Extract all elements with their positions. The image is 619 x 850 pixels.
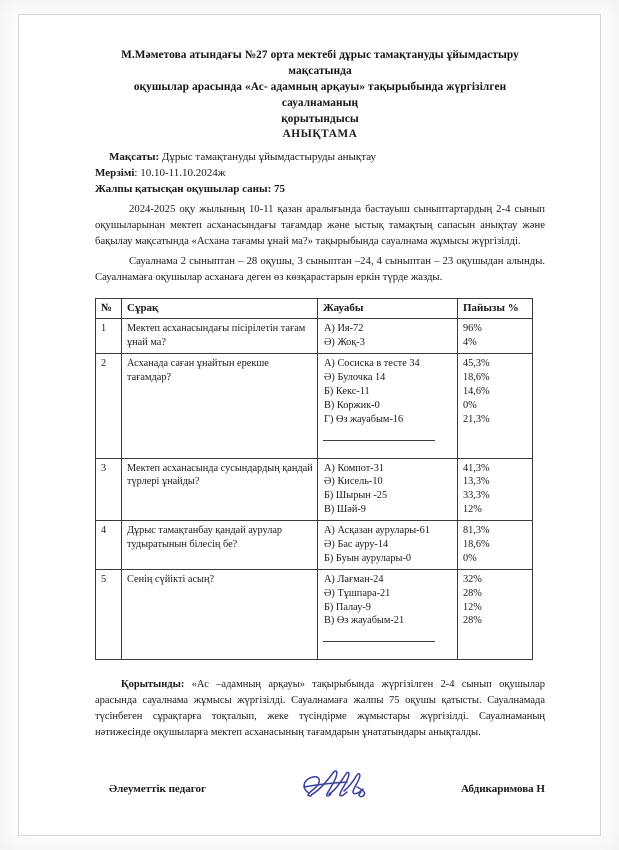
answer-option: А) Ия-72 [324,323,364,335]
document-content [95,47,545,815]
header-number: № [96,299,122,319]
answer-option: Ә) Кисель-10 [324,476,383,488]
percent-value: 18,6% [463,538,490,550]
cell-answers [318,354,458,458]
table-row [96,354,533,458]
conclusion-text: «Ас –адамның арқауы» тақырыбында жүргізілген 2-4 сынып оқушылар арасында сауалнама жұмысы жүргізілді. Сауалнамаға жалпы 75 оқушы қатысты. Сауалнамада түсінбеген сұрақтарға тоқталып, жеке түсіндірме жұмыстары жүргізілді. Сауалнаманың нәтижесінде оқушыларға мектеп асханасының тағамдарын ұнататындары анықталды. [95,679,545,739]
table-header-row [96,299,533,319]
percent-value: 12% [463,601,482,613]
percent-value: 28% [463,587,482,599]
header-question: Сұрақ [122,299,318,319]
answer-option: Ә) Бас ауру-14 [324,538,389,550]
purpose-label: Мақсаты: [109,151,160,164]
document-kind-heading: АНЫҚТАМА [282,128,358,141]
percent-value: 81,3% [463,525,490,537]
percent-value: 0% [463,399,477,411]
cell-number: 3 [96,458,122,521]
answer-option: Б) Шырын -25 [324,490,388,502]
table-row [96,569,533,660]
cell-question: Мектеп асханасындағы пісірілетін тағам ұнай ма? [122,319,318,354]
conclusion-paragraph [95,677,545,741]
percent-value: 12% [463,504,482,516]
answer-option: А) Компот-31 [324,462,385,474]
purpose-row [95,149,545,165]
cell-question: Мектеп асханасында сусындардың қандай түрлері ұнайды? [122,458,318,521]
cell-percents [458,319,533,354]
cell-answers [318,569,458,660]
answer-option: А) Лағман-24 [324,573,384,585]
cell-percents [458,354,533,458]
answer-option: Б) Кекс-11 [324,385,370,397]
answer-option: Ә) Тұшпара-21 [324,587,391,599]
answer-option: В) Шәй-9 [324,504,366,516]
paper-sheet [18,14,601,836]
participants-row [95,181,545,197]
header-answer: Жауабы [318,299,458,319]
percent-value: 0% [463,552,477,564]
table-row [96,458,533,521]
cell-question: Дұрыс тамақтанбау қандай аурулар тудыратынын білесің бе? [122,521,318,570]
percent-value: 21,3% [463,413,490,425]
answer-option: В) Өз жауабым-21 [324,615,405,627]
percent-value: 32% [463,573,482,585]
title-line-3: қорытындысы [281,113,359,126]
percent-value: 14,6% [463,385,490,397]
percent-value: 4% [463,337,477,349]
percent-value: 13,3% [463,476,490,488]
percent-value: 28% [463,615,482,627]
body-paragraph-2: Сауалнама 2 сыныптан – 28 оқушы, 3 сыныптан –24, 4 сыныптан – 23 оқушыдан алынды. Сауалнамаға оқушылар асханаға деген өз көзқарастарын еркін түрде жазды. [95,255,545,283]
cell-number: 5 [96,569,122,660]
cell-question: Асханада саған ұнайтын ерекше тағамдар? [122,354,318,458]
title-line-1: М.Мәметова атындағы №27 орта мектебі дұрыс тамақтануды ұйымдастыру мақсатында [121,49,519,78]
table-body [96,319,533,660]
cell-percents [458,458,533,521]
signatory-name: Абдикаримова Н [461,783,545,796]
cell-percents [458,521,533,570]
header-percent: Пайызы % [458,299,533,319]
date-label: Мерзімі [95,167,135,180]
table-row [96,319,533,354]
cell-number: 1 [96,319,122,354]
metadata-block [95,149,545,197]
answer-option: В) Коржик-0 [324,399,380,411]
answer-option: Б) Буын аурулары-0 [324,552,411,564]
title-line-2: оқушылар арасында «Ас- адамның арқауы» тақырыбында жүргізілген сауалнаманың [133,81,507,110]
cell-spacer [323,642,453,656]
answer-option: А) Сосиска в тесте 34 [324,358,420,370]
signature-block [95,775,545,815]
survey-results-table [95,298,533,660]
cell-percents [458,569,533,660]
answer-option: А) Асқазан аурулары-61 [324,525,430,537]
document-title [95,47,545,127]
answer-option: Г) Өз жауабым-16 [324,413,404,425]
cell-number: 4 [96,521,122,570]
conclusion-label: Қорытынды: [121,679,185,691]
signatory-role: Әлеуметтік педагог [109,783,206,796]
percent-value: 96% [463,323,482,335]
answer-option: Ә) Жоқ-3 [324,337,365,349]
date-row [95,165,545,181]
body-paragraph-1: 2024-2025 оқу жылының 10-11 қазан аралығында бастауыш сыныптартардың 2-4 сынып оқушыларынан мектеп асханасындағы тағамдар және ыстық тамақтың сапасын анықтау және бақылау мақсатында «Асхана тағамы ұнай ма?» тақырыбында сауалнама жұмысы жүргізілді. [95,203,545,247]
handwritten-signature-icon [291,763,411,803]
percent-value: 33,3% [463,490,490,502]
purpose-value: Дұрыс тамақтануды ұйымдастыруды анықтау [161,151,377,164]
date-value: : 10.10-11.10.2024ж [134,167,226,180]
cell-spacer [323,441,453,455]
answer-option: Ә) Булочка 14 [324,371,386,383]
participants-label: Жалпы қатысқан оқушылар саны: 75 [95,183,286,196]
cell-answers [318,521,458,570]
percent-value: 41,3% [463,462,490,474]
cell-answers [318,319,458,354]
cell-question: Сенің сүйікті асың? [122,569,318,660]
answer-option: Б) Палау-9 [324,601,371,613]
cell-answers [318,458,458,521]
percent-value: 45,3% [463,358,490,370]
percent-value: 18,6% [463,371,490,383]
table-row [96,521,533,570]
cell-number: 2 [96,354,122,458]
